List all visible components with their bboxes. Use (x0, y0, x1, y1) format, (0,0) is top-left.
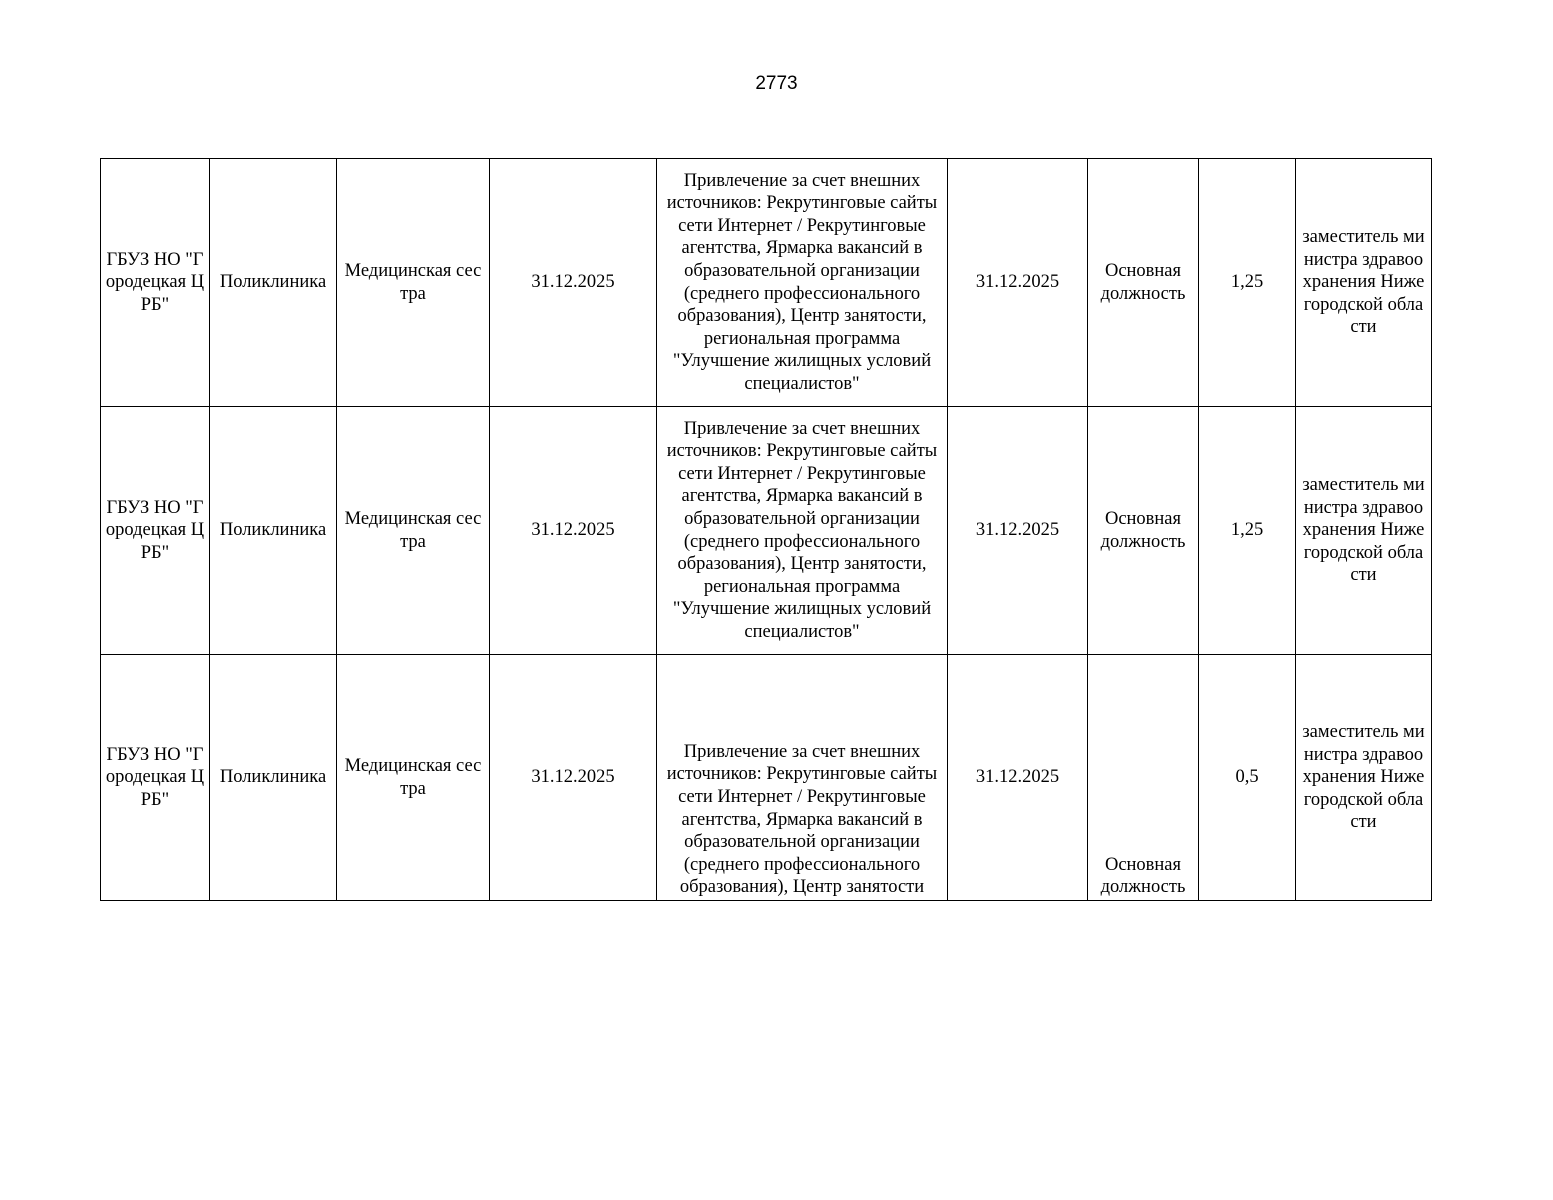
org-cell: ГБУЗ НО "Городецкая ЦРБ" (101, 655, 210, 901)
rate-cell: 1,25 (1199, 407, 1296, 655)
org-cell: ГБУЗ НО "Городецкая ЦРБ" (101, 159, 210, 407)
post-type-cell: Основная должность (1088, 407, 1199, 655)
position-cell: Медицинская сестра (337, 655, 490, 901)
approver-cell: заместитель министра здравоохранения Нижегородской области (1296, 655, 1432, 901)
page-number: 2773 (755, 73, 798, 94)
position-cell: Медицинская сестра (337, 407, 490, 655)
table-row (101, 159, 1432, 407)
source-cell: Привлечение за счет внешних источников: Рекрутинговые сайты сети Интернет / Рекрутинговые агентства, Ярмарка вакансий в образовательной организации (среднего профессионального образования), Центр занятости, региональная программа "Улучшение жилищных условий специалистов" (657, 407, 948, 655)
date-cell: 31.12.2025 (490, 655, 657, 901)
unit-cell: Поликлиника (210, 407, 337, 655)
rate-cell: 1,25 (1199, 159, 1296, 407)
post-type-cell: Основная должность (1088, 655, 1199, 901)
post-type-cell: Основная должность (1088, 159, 1199, 407)
date-cell: 31.12.2025 (948, 159, 1088, 407)
date-cell: 31.12.2025 (948, 655, 1088, 901)
rate-cell: 0,5 (1199, 655, 1296, 901)
approver-cell: заместитель министра здравоохранения Нижегородской области (1296, 407, 1432, 655)
source-cell: Привлечение за счет внешних источников: Рекрутинговые сайты сети Интернет / Рекрутинговые агентства, Ярмарка вакансий в образовательной организации (среднего профессионального образования), Центр занятости (657, 655, 948, 901)
org-cell: ГБУЗ НО "Городецкая ЦРБ" (101, 407, 210, 655)
position-cell: Медицинская сестра (337, 159, 490, 407)
date-cell: 31.12.2025 (490, 159, 657, 407)
unit-cell: Поликлиника (210, 655, 337, 901)
source-cell: Привлечение за счет внешних источников: Рекрутинговые сайты сети Интернет / Рекрутинговые агентства, Ярмарка вакансий в образовательной организации (среднего профессионального образования), Центр занятости, региональная программа "Улучшение жилищных условий специалистов" (657, 159, 948, 407)
date-cell: 31.12.2025 (490, 407, 657, 655)
table-row (101, 655, 1432, 901)
date-cell: 31.12.2025 (948, 407, 1088, 655)
approver-cell: заместитель министра здравоохранения Нижегородской области (1296, 159, 1432, 407)
vacancy-table (100, 158, 1432, 901)
table-row (101, 407, 1432, 655)
unit-cell: Поликлиника (210, 159, 337, 407)
